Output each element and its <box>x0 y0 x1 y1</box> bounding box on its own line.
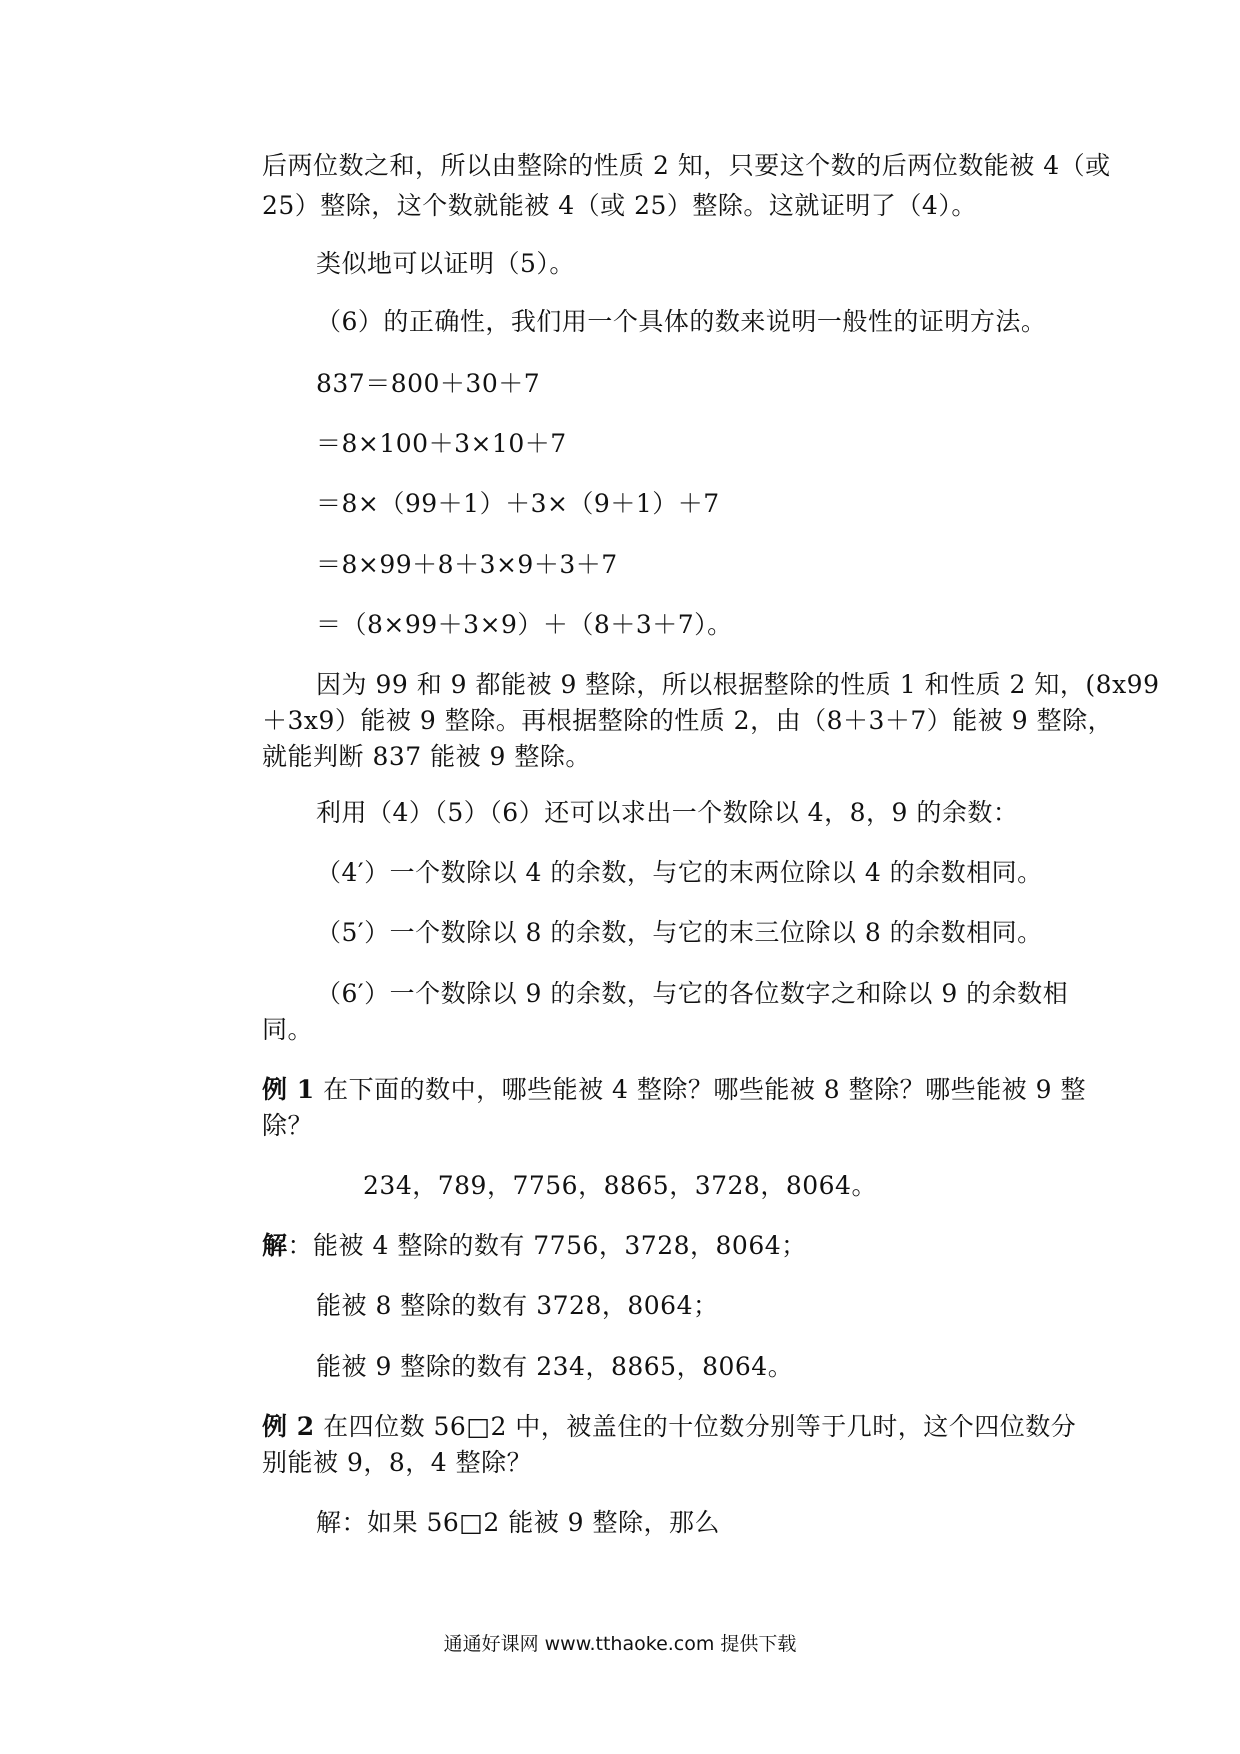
equation-line: ＝（8×99＋3×9）＋（8＋3＋7）。 <box>316 610 733 639</box>
equation-line: ＝8×（99＋1）＋3×（9＋1）＋7 <box>316 489 720 518</box>
paragraph-line: 后两位数之和，所以由整除的性质 2 知，只要这个数的后两位数能被 4（或 <box>262 151 1111 180</box>
example-2-solution: 解：如果 56□2 能被 9 整除，那么 <box>316 1508 721 1537</box>
paragraph-line: 就能判断 837 能被 9 整除。 <box>262 742 591 771</box>
example-2-line <box>262 1411 1076 1443</box>
solution-line <box>262 1230 807 1262</box>
solution-text: ：能被 4 整除的数有 7756，3728，8064； <box>287 1231 807 1260</box>
rule-line: （4′）一个数除以 4 的余数，与它的末两位除以 4 的余数相同。 <box>316 858 1043 887</box>
solution-label: 解 <box>262 1231 288 1260</box>
paragraph-line: 利用（4）（5）（6）还可以求出一个数除以 4，8，9 的余数： <box>316 798 1019 827</box>
rule-line: （6′）一个数除以 9 的余数，与它的各位数字之和除以 9 的余数相 <box>316 979 1069 1008</box>
paragraph-line: ＋3x9）能被 9 整除。再根据整除的性质 2，由（8＋3＋7）能被 9 整除， <box>262 706 1114 735</box>
equation-line: 837＝800＋30＋7 <box>316 369 541 398</box>
solution-line: 能被 8 整除的数有 3728，8064； <box>316 1291 719 1320</box>
example-1-numbers: 234，789，7756，8865，3728，8064。 <box>363 1171 877 1200</box>
paragraph-line: 类似地可以证明（5）。 <box>316 249 575 278</box>
example-2-line: 别能被 9，8，4 整除？ <box>262 1448 533 1477</box>
page-footer: 通通好课网 www.tthaoke.com 提供下载 <box>443 1633 797 1655</box>
paragraph-line: 因为 99 和 9 都能被 9 整除，所以根据整除的性质 1 和性质 2 知，(8x99 <box>316 670 1160 699</box>
example-1-text: 在下面的数中，哪些能被 4 整除？哪些能被 8 整除？哪些能被 9 整 <box>323 1075 1086 1104</box>
example-1-line <box>262 1074 1086 1106</box>
equation-line: ＝8×100＋3×10＋7 <box>316 429 567 458</box>
rule-line: 同。 <box>262 1015 314 1044</box>
example-1-line: 除？ <box>262 1111 314 1140</box>
example-2-text: 在四位数 56□2 中，被盖住的十位数分别等于几时，这个四位数分 <box>323 1412 1077 1441</box>
equation-line: ＝8×99＋8＋3×9＋3＋7 <box>316 550 618 579</box>
example-1-label: 例 1 <box>262 1075 315 1104</box>
paragraph-line: （6）的正确性，我们用一个具体的数来说明一般性的证明方法。 <box>316 307 1047 336</box>
paragraph-line: 25）整除，这个数就能被 4（或 25）整除。这就证明了（4）。 <box>262 191 977 220</box>
example-2-label: 例 2 <box>262 1412 315 1441</box>
rule-line: （5′）一个数除以 8 的余数，与它的末三位除以 8 的余数相同。 <box>316 918 1043 947</box>
solution-line: 能被 9 整除的数有 234，8865，8064。 <box>316 1352 794 1381</box>
